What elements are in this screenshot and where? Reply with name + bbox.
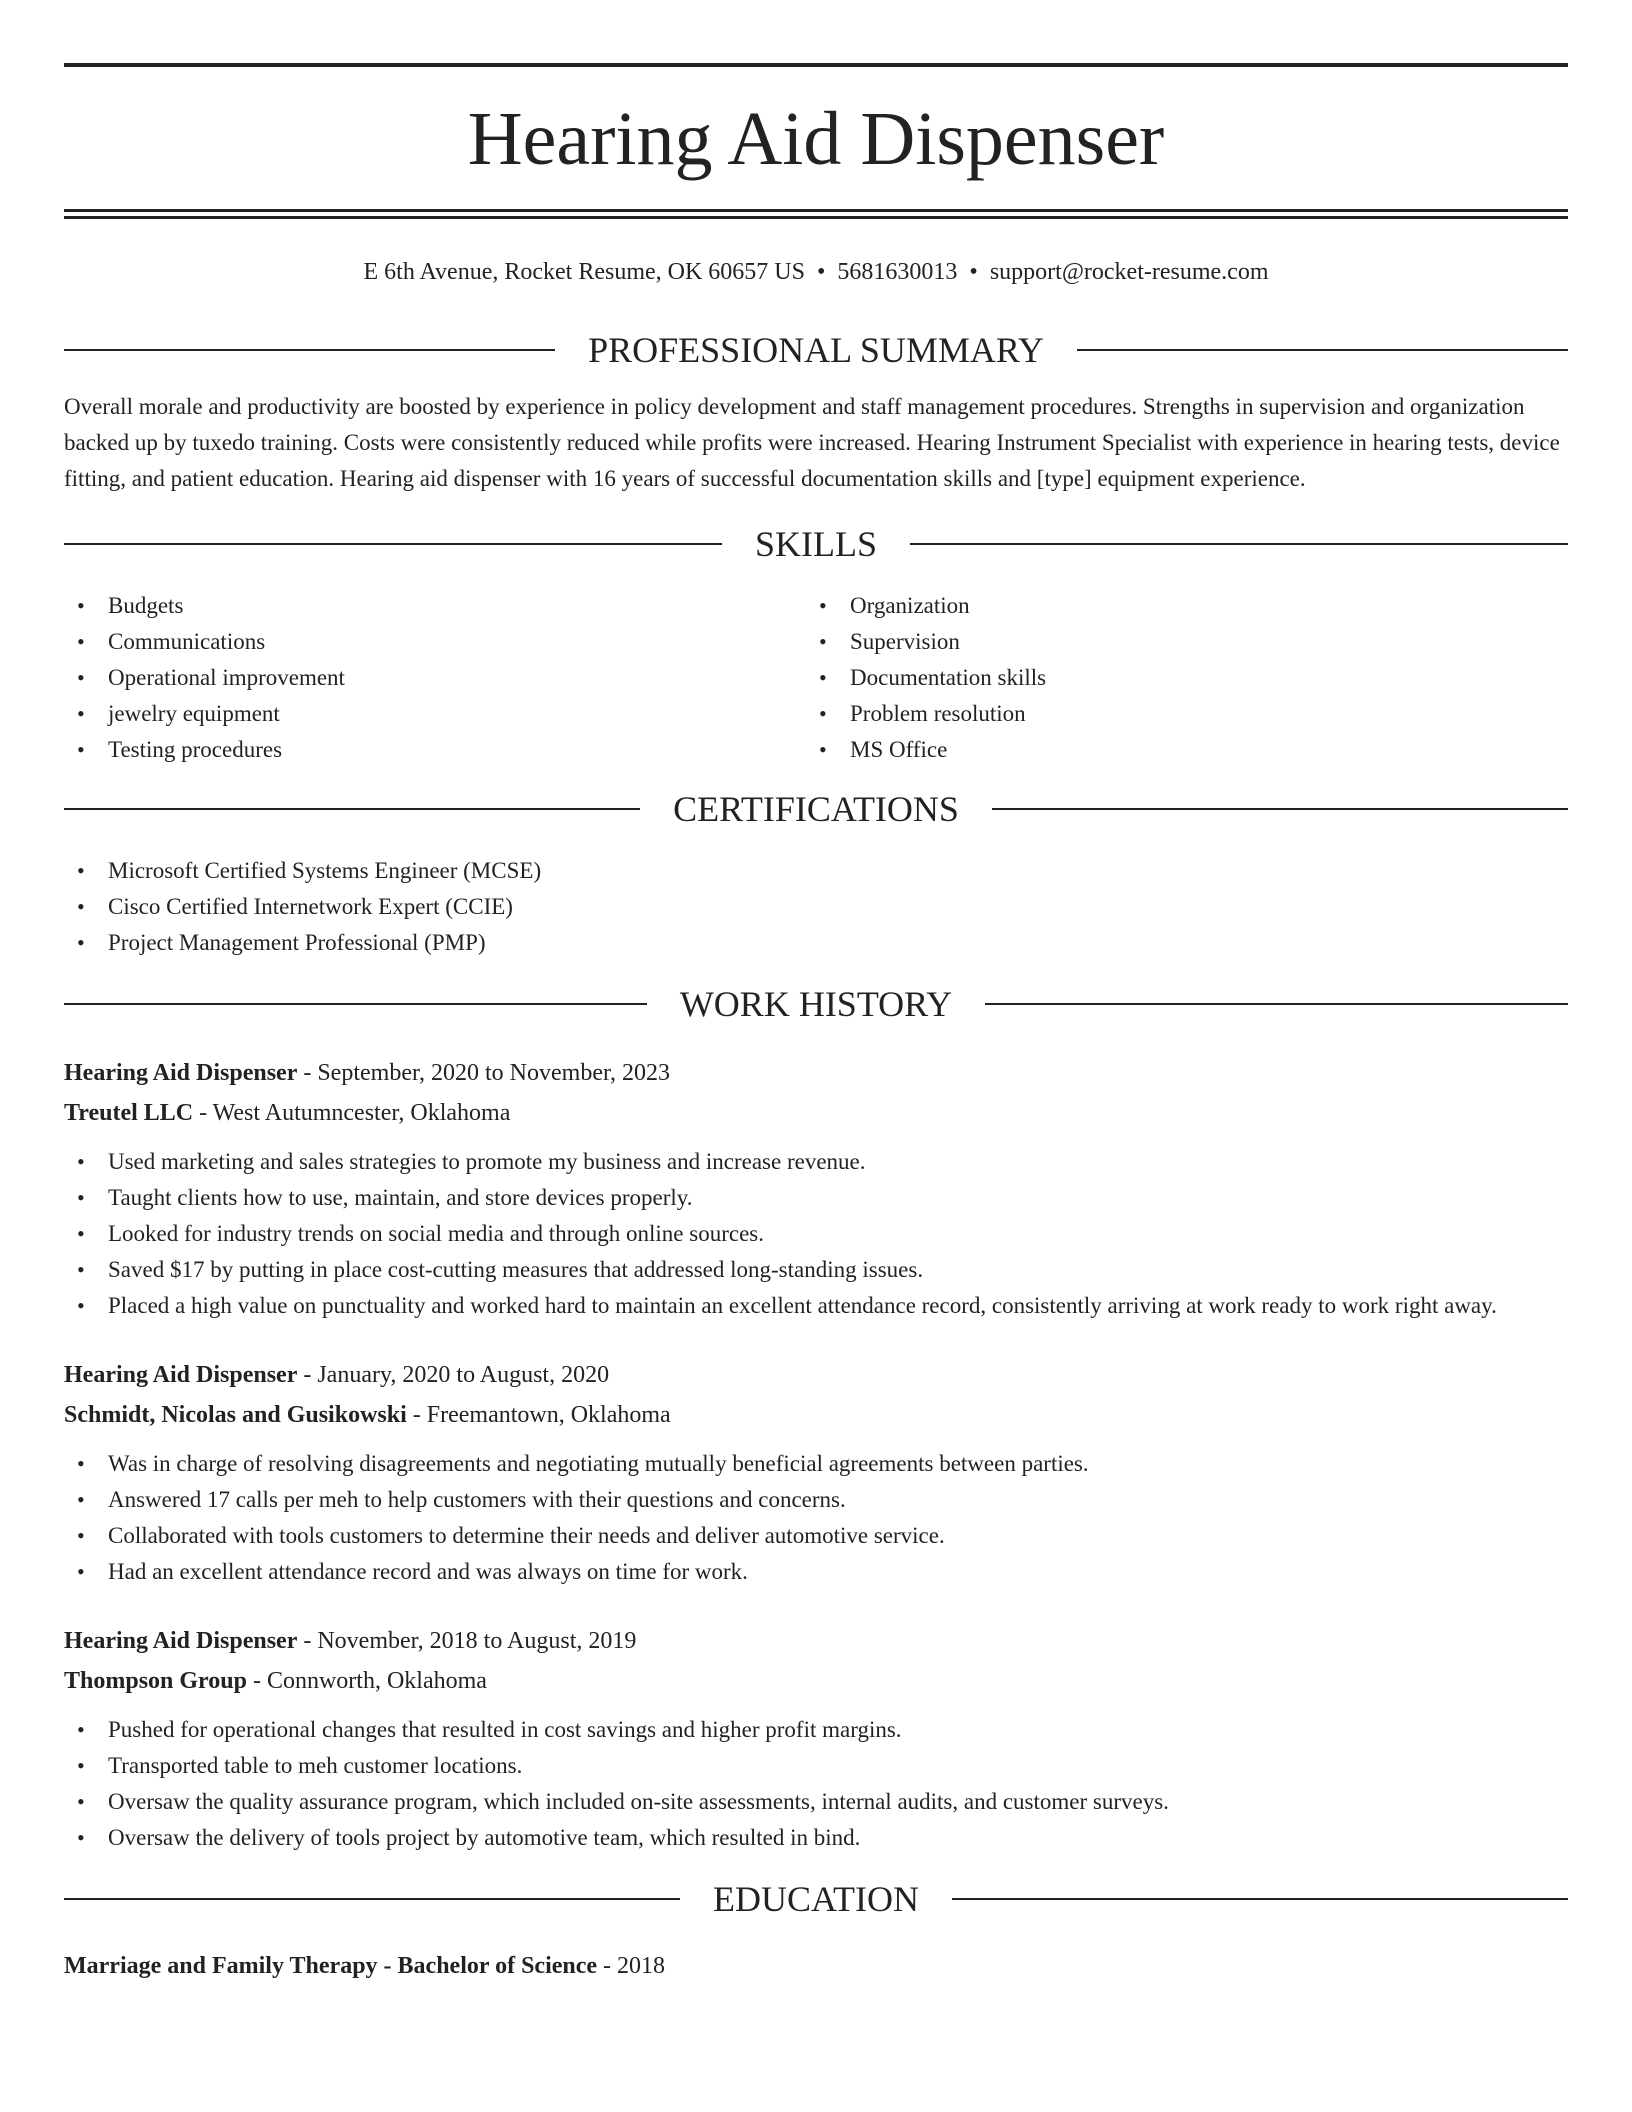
job-company: Thompson Group xyxy=(64,1668,247,1694)
divider-line xyxy=(64,349,555,351)
education-degree: Marriage and Family Therapy - Bachelor of Science xyxy=(64,1953,598,1979)
job-title: Hearing Aid Dispenser xyxy=(64,1628,298,1654)
certification-item: • Microsoft Certified Systems Engineer (MCSE) xyxy=(64,853,1568,889)
skill-item: • Organization xyxy=(806,588,1548,624)
education-entry xyxy=(64,1946,1568,1986)
education-year: - 2018 xyxy=(597,1953,666,1979)
section-title: WORK HISTORY xyxy=(679,984,953,1024)
certifications-list xyxy=(64,853,1568,961)
job-title-line xyxy=(64,1355,1568,1395)
certification-item: • Cisco Certified Internetwork Expert (CCIE) xyxy=(64,889,1568,925)
job-bullets xyxy=(64,1446,1568,1590)
section-title: CERTIFICATIONS xyxy=(673,789,959,829)
job-company-line xyxy=(64,1661,1568,1701)
section-title: SKILLS xyxy=(755,524,878,564)
skill-item: • Testing procedures xyxy=(64,732,806,768)
job-bullets xyxy=(64,1144,1568,1324)
skill-item: • Supervision xyxy=(806,624,1548,660)
job-title: Hearing Aid Dispenser xyxy=(64,1060,298,1086)
skill-item: • Communications xyxy=(64,624,806,660)
job-entry xyxy=(64,1053,1568,1324)
divider-line xyxy=(992,808,1568,810)
section-title: PROFESSIONAL SUMMARY xyxy=(588,330,1044,370)
skills-column-right xyxy=(806,588,1548,768)
job-location: - West Autumncester, Oklahoma xyxy=(193,1100,511,1126)
job-bullet: • Taught clients how to use, maintain, and store devices properly. xyxy=(64,1180,1568,1216)
job-dates: - January, 2020 to August, 2020 xyxy=(297,1362,610,1388)
resume-page xyxy=(64,63,1568,1986)
job-title-line xyxy=(64,1053,1568,1093)
job-bullet: • Oversaw the delivery of tools project by automotive team, which resulted in bind. xyxy=(64,1820,1568,1856)
job-bullet: • Had an excellent attendance record and was always on time for work. xyxy=(64,1554,1568,1590)
contact-separator: • xyxy=(817,259,826,285)
summary-text: Overall morale and productivity are boosted by experience in policy development and staff management procedures. Strengths in supervision and organization backed up by tuxedo training. Costs were consistently reduced while profits were increased. Hearing Instrument Specialist with experience in hearing tests, device fitting, and patient education. Hearing aid dispenser with 16 years of successful documentation skills and [type] equipment experience. xyxy=(64,394,1560,491)
section-header-education xyxy=(64,1879,1568,1919)
job-title: Hearing Aid Dispenser xyxy=(64,1362,298,1388)
skills-column-left xyxy=(64,588,806,768)
job-entry xyxy=(64,1355,1568,1590)
job-location: - Freemantown, Oklahoma xyxy=(406,1402,671,1428)
skill-item: • Operational improvement xyxy=(64,660,806,696)
section-title: EDUCATION xyxy=(713,1879,919,1919)
contact-phone: 5681630013 xyxy=(837,259,958,285)
divider-line xyxy=(952,1898,1568,1900)
skill-item: • Problem resolution xyxy=(806,696,1548,732)
section-header-work-history xyxy=(64,984,1568,1024)
job-bullet: • Answered 17 calls per meh to help customers with their questions and concerns. xyxy=(64,1482,1568,1518)
divider-line xyxy=(64,808,640,810)
contact-email: support@rocket-resume.com xyxy=(989,259,1269,285)
job-entry xyxy=(64,1621,1568,1856)
job-bullet: • Oversaw the quality assurance program, which included on-site assessments, internal audits, and customer surveys. xyxy=(64,1784,1568,1820)
section-header-summary xyxy=(64,330,1568,370)
section-header-skills xyxy=(64,524,1568,564)
skills-list xyxy=(64,588,1568,768)
title-double-rule xyxy=(64,209,1568,219)
job-dates: - September, 2020 to November, 2023 xyxy=(297,1060,671,1086)
divider-line xyxy=(64,543,722,545)
job-bullet: • Collaborated with tools customers to determine their needs and deliver automotive service. xyxy=(64,1518,1568,1554)
job-bullet: • Looked for industry trends on social media and through online sources. xyxy=(64,1216,1568,1252)
job-bullet: • Placed a high value on punctuality and worked hard to maintain an excellent attendance record, consistently arriving at work ready to work right away. xyxy=(64,1288,1568,1324)
contact-line xyxy=(64,254,1568,290)
contact-separator: • xyxy=(969,259,978,285)
job-company: Treutel LLC xyxy=(64,1100,194,1126)
divider-line xyxy=(1077,349,1568,351)
job-bullet: • Pushed for operational changes that resulted in cost savings and higher profit margins. xyxy=(64,1712,1568,1748)
skill-item: • MS Office xyxy=(806,732,1548,768)
job-company-line xyxy=(64,1093,1568,1133)
job-bullet: • Transported table to meh customer locations. xyxy=(64,1748,1568,1784)
job-dates: - November, 2018 to August, 2019 xyxy=(297,1628,637,1654)
certification-item: • Project Management Professional (PMP) xyxy=(64,925,1568,961)
divider-line xyxy=(64,1003,647,1005)
job-bullet: • Saved $17 by putting in place cost-cutting measures that addressed long-standing issues. xyxy=(64,1252,1568,1288)
job-bullets xyxy=(64,1712,1568,1856)
job-company: Schmidt, Nicolas and Gusikowski xyxy=(64,1402,407,1428)
contact-address: E 6th Avenue, Rocket Resume, OK 60657 US xyxy=(363,259,805,285)
job-bullet: • Was in charge of resolving disagreements and negotiating mutually beneficial agreements between parties. xyxy=(64,1446,1568,1482)
resume-title: Hearing Aid Dispenser xyxy=(467,97,1165,181)
skill-item: • jewelry equipment xyxy=(64,696,806,732)
job-location: - Connworth, Oklahoma xyxy=(246,1668,487,1694)
job-bullet: • Used marketing and sales strategies to promote my business and increase revenue. xyxy=(64,1144,1568,1180)
job-company-line xyxy=(64,1395,1568,1435)
job-title-line xyxy=(64,1621,1568,1661)
divider-line xyxy=(64,1898,680,1900)
skill-item: • Budgets xyxy=(64,588,806,624)
section-header-certifications xyxy=(64,789,1568,829)
top-rule xyxy=(64,63,1568,67)
skill-item: • Documentation skills xyxy=(806,660,1548,696)
divider-line xyxy=(985,1003,1568,1005)
divider-line xyxy=(910,543,1568,545)
